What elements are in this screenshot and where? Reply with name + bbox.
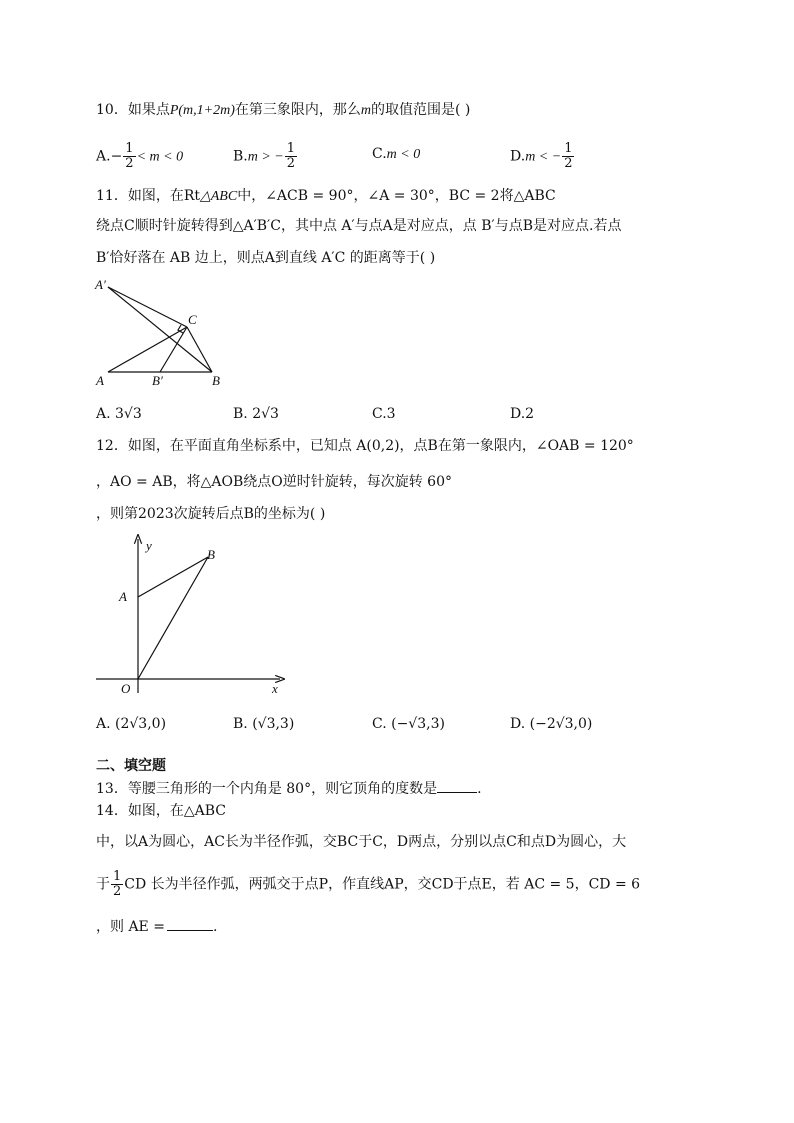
option-letter: A. xyxy=(96,148,111,165)
q11-option-a[interactable]: A. 3√3 xyxy=(96,406,142,422)
q10-option-b[interactable] xyxy=(233,142,298,171)
q10-var: m xyxy=(360,103,372,118)
q10-coord: (m,1+2m) xyxy=(178,103,235,118)
q14-text: 于 xyxy=(96,876,110,893)
q14-line3 xyxy=(96,870,640,899)
q10-point: P xyxy=(169,103,179,118)
q10-stem-text-c: 的取值范围是( ) xyxy=(371,102,471,118)
q12-figure xyxy=(92,533,292,698)
option-letter: B. xyxy=(233,148,248,165)
fraction xyxy=(285,142,297,171)
label-y: y xyxy=(146,538,152,553)
numerator: 1 xyxy=(113,869,122,884)
q10-option-c[interactable] xyxy=(372,144,420,165)
q12-line2: ，AO = AB，将△AOB绕点O逆时针旋转，每次旋转 60° xyxy=(96,474,453,490)
segment-ac xyxy=(108,327,187,372)
option-expr: m > − xyxy=(247,149,284,165)
option-expr: m < − xyxy=(525,149,562,165)
label-b-prime: B′ xyxy=(152,373,163,388)
q13-text: 13．等腰三角形的一个内角是 80°，则它顶角的度数是 xyxy=(96,781,438,797)
q10-option-d[interactable] xyxy=(510,142,575,171)
denominator: 2 xyxy=(286,156,296,171)
q13-line xyxy=(96,778,482,799)
denominator: 2 xyxy=(564,156,573,171)
q12-option-d[interactable]: D. (−2√3,0) xyxy=(510,716,593,732)
fraction xyxy=(123,142,135,171)
numerator: 1 xyxy=(286,141,296,156)
q10-stem-text: 10．如果点 xyxy=(96,102,170,118)
q11-option-d[interactable]: D.2 xyxy=(510,406,535,422)
q14-answer-blank[interactable] xyxy=(167,916,213,931)
q14-end: . xyxy=(212,919,218,935)
option-expr: m < 0 xyxy=(386,147,421,162)
q10-stem xyxy=(96,100,470,121)
label-b: B xyxy=(207,547,215,562)
q14-text: ，则 AE = xyxy=(96,919,165,935)
q14-line4 xyxy=(96,916,217,937)
q12-line3: ，则第2023次旋转后点B的坐标为( ) xyxy=(96,506,326,522)
q12-line1: 12．如图，在平面直角坐标系中，已知点 A(0,2)，点B在第一象限内，∠OAB = 120° xyxy=(96,438,634,454)
option-expr: − xyxy=(110,148,123,165)
q11-line3: B′恰好落在 AB 边上，则点A到直线 A′C 的距离等于( ) xyxy=(96,250,436,266)
section-title: 二、填空题 xyxy=(96,758,166,774)
segment-ob xyxy=(138,557,208,679)
q11-text-b: 中，∠ACB = 90°，∠A = 30°，BC = 2将△ABC xyxy=(237,188,556,204)
label-c: C xyxy=(188,312,197,327)
q10-stem-text-b: 在第三象限内，那么 xyxy=(234,102,361,118)
label-o: O xyxy=(121,681,131,696)
q11-figure xyxy=(92,275,232,390)
segment-a-prime-b xyxy=(108,287,212,372)
q11-line2: 绕点C顺时针旋转得到△A′B′C，其中点 A′与点A是对应点，点 B′与点B是对应点.若点 xyxy=(96,218,622,234)
segment-ab xyxy=(138,557,208,597)
label-a-prime: A′ xyxy=(95,277,106,292)
q12-option-a[interactable]: A. (2√3,0) xyxy=(96,716,167,732)
q14-line2: 中，以A为圆心，AC长为半径作弧，交BC于C，D两点，分别以点C和点D为圆心，大 xyxy=(96,834,627,850)
label-a: A xyxy=(119,589,127,604)
q11-option-b[interactable]: B. 2√3 xyxy=(233,406,279,422)
numerator: 1 xyxy=(564,141,573,156)
denominator: 2 xyxy=(113,884,122,899)
q10-option-a[interactable] xyxy=(96,142,183,171)
q12-option-c[interactable]: C. (−√3,3) xyxy=(372,716,445,732)
q14-line1: 14．如图，在△ABC xyxy=(96,803,226,819)
q13-answer-blank[interactable] xyxy=(437,778,477,793)
q11-text: 11．如图，在Rt xyxy=(96,188,200,204)
fraction xyxy=(111,870,123,899)
q11-line1 xyxy=(96,186,556,207)
label-a: A xyxy=(96,373,104,388)
q14-text-b: CD 长为半径作弧，两弧交于点P，作直线AP，交CD于点E，若 AC = 5，CD = 6 xyxy=(124,876,641,893)
numerator: 1 xyxy=(125,141,134,156)
label-x: x xyxy=(272,681,278,696)
q12-option-b[interactable]: B. (√3,3) xyxy=(233,716,295,732)
option-letter: D. xyxy=(510,148,526,165)
label-b: B xyxy=(212,373,220,388)
q11-triangle: △ABC xyxy=(199,189,238,204)
segment-cb xyxy=(187,327,212,372)
option-letter: C. xyxy=(372,146,387,162)
q13-end: . xyxy=(477,781,482,797)
fraction xyxy=(562,142,574,171)
q11-option-c[interactable]: C.3 xyxy=(372,406,396,422)
option-expr-post: < m < 0 xyxy=(136,149,184,165)
segment-cb-prime xyxy=(160,327,187,372)
denominator: 2 xyxy=(125,156,134,171)
segment-a-prime-c xyxy=(108,287,187,327)
